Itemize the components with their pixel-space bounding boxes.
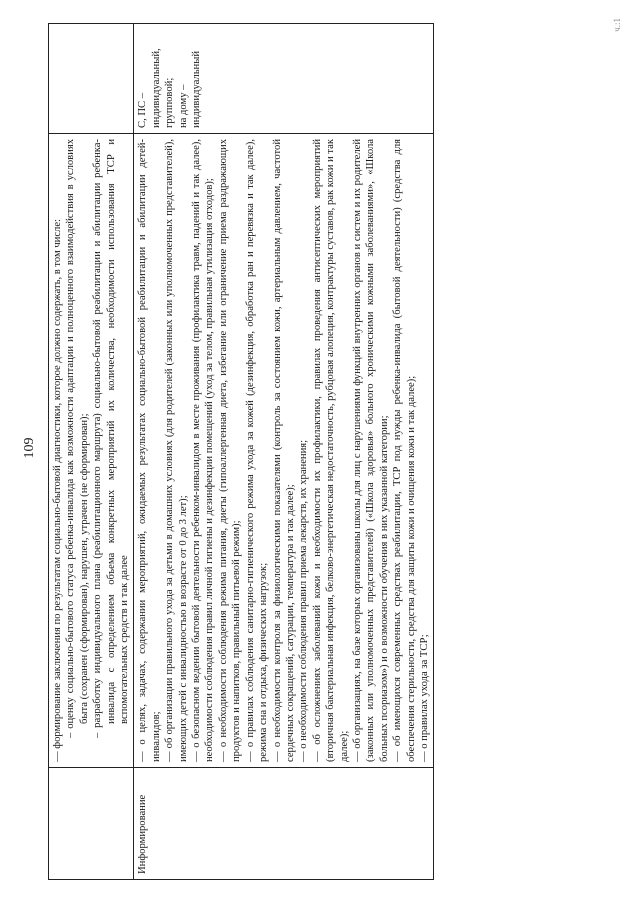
form-line: на дому – <box>177 84 189 128</box>
row1-line: – разработку индивидуального плана (реабилитационного маршрута) социально-бытовой реабилитации и абилитации ребенка-инвалида с определением объема конкретных мероприятий их количества, необходимости использования ТСР и вспомогательных средств и так далее <box>92 139 131 738</box>
content-table <box>48 23 434 880</box>
table-row <box>49 24 134 880</box>
row1-line: – оценку социально-бытового статуса ребенка-инвалида как возможности адаптации и полноценного взаимодействия в условиях быта (сохранен (сформирован), нарушен, утрачен (не сформирован); <box>65 139 90 738</box>
row2-line: — об осложнениях заболеваний кожи и необходимости их профилактики, правилах проведения антисептических мероприятий (вторичная бактериальная инфекция, белково-энергетическая недостаточность, рубцовая алопеция, контрактуры суставов, рак кожи и так далее); <box>311 139 350 762</box>
row1-line: — формирование заключения по результатам социально-бытовой диагностики, которое должно содержать, в том числе: <box>52 219 63 762</box>
row2-line: — о целях, задачах, содержании мероприятий, ожидаемых результатах социально-бытовой реабилитации и абилитации детей-инвалидов; <box>137 139 162 762</box>
row2-line: — о правилах ухода за ТСР; <box>418 634 430 762</box>
corner-mark: ч.:1 <box>612 18 622 32</box>
row2-label: Информирование <box>137 794 149 874</box>
rotated-page <box>8 8 628 888</box>
table-row <box>134 24 434 880</box>
row2-line: — об организации правильного ухода за детьми в домашних условиях (для родителей (законных или уполномоченных представителей), имеющих детей с инвалидностью в возрасте от 0 до 3 лет); <box>164 139 189 762</box>
form-line: индивидуальный, <box>150 48 162 128</box>
row2-line: — о необходимости соблюдения режима питания, диеты (гипоаллергенная диета, избегание или ограничение приема раздражающих продуктов и напитков, правильный питьевой режим); <box>217 139 243 762</box>
row2-line: — об имеющихся современных средствах реабилитации, ТСР под нужды ребенка-инвалида (бытовой деятельности) (средства для обеспечения стерильности, средства для защиты кожи и очищения кожи и так далее); <box>392 139 417 762</box>
row2-line: — об организациях, на базе которых организованы школы для лиц с нарушениями функций внутренних органов и систем и их родителей (законных или уполномоченных представителей) («Школа здоровья» больного хроническими кожными заболеваниями», «Школа больных псориазом») и о возможности обучения в них указанной категории; <box>351 139 390 762</box>
row1-label-cell <box>49 768 134 880</box>
row2-line: — о необходимости контроля за физиологическими показателями (контроль за состоянием кожи, артериальным давлением, частотой сердечных сокращений, сатурации, температура и так далее); <box>271 139 296 762</box>
row2-line: — о правилах соблюдения санитарно-гигиенического режима ухода за кожей (дезинфекция, обработка ран и перевязка и так далее), режима сна и отдыха, физических нагрузок; <box>244 139 270 762</box>
row1-form-cell <box>49 24 134 134</box>
row1-content-cell <box>49 134 134 768</box>
form-line: индивидуальный <box>191 51 203 128</box>
row2-line: — о необходимости соблюдения правил приема лекарств, их хранения; <box>298 439 310 762</box>
form-line: групповой; <box>164 77 176 128</box>
row2-form-cell <box>134 24 434 134</box>
form-line: С, ПС – <box>137 92 149 128</box>
row2-line: — о безопасном ведении бытовой деятельности ребенком-инвалидом в месте проживания (профилактика травм, падений и так далее), необходимости соблюдения правил личной гигиены и дезинфекции помещений (уход за телом, правильная утилизация отходов); <box>191 139 216 762</box>
row2-content-cell <box>134 134 434 768</box>
row2-label-cell <box>134 768 434 880</box>
page-number: 109 <box>22 437 37 459</box>
